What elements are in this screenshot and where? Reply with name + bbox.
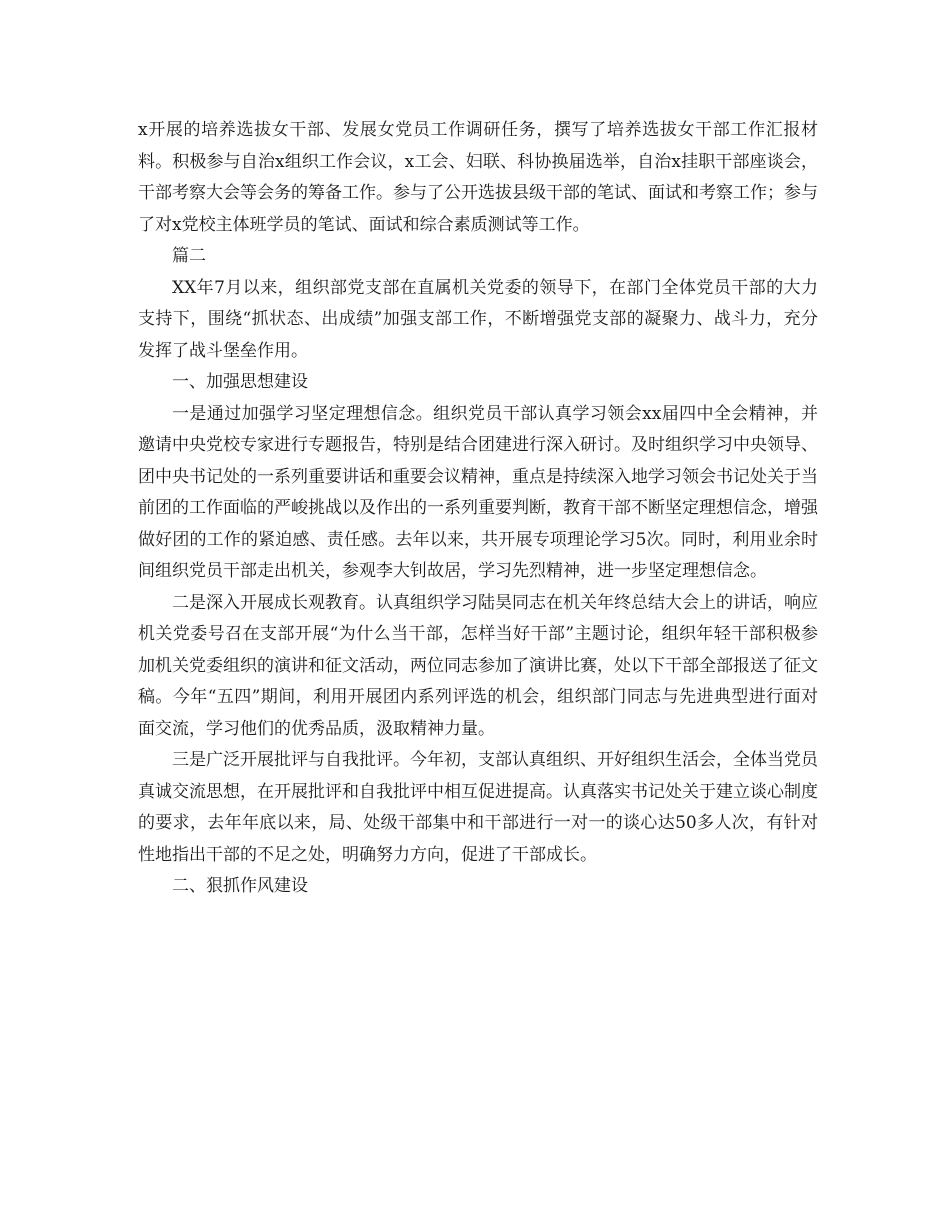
section-label-part-two: 篇二 xyxy=(172,246,206,266)
paragraph-continued: x开展的培养选拔女干部、发展女党员工作调研任务，撰写了培养选拔女干部工作汇报材料。积极参与自治x组织工作会议，x工会、妇联、科协换届选举，自治x挂职干部座谈会，干部考察大会等会务的筹备工作。参与了公开选拔县级干部的笔试、面试和考察工作；参与了对x党校主体班学员的笔试、面试和综合素质测试等工作。 xyxy=(138,120,818,235)
paragraph-study: 一是通过加强学习坚定理想信念。组织党员干部认真学习领会xx届四中全会精神，并邀请中央党校专家进行专题报告，特别是结合团建进行深入研讨。及时组织学习中央领导、团中央书记处的一系列重要讲话和重要会议精神，重点是持续深入地学习领会书记处关于当前团的工作面临的严峻挑战以及作出的一系列重要判断，教育干部不断坚定理想信念，增强做好团的工作的紧迫感、责任感。去年以来，共开展专项理论学习5次。同时，利用业余时间组织党员干部走出机关，参观李大钊故居，学习先烈精神，进一步坚定理想信念。 xyxy=(138,403,818,581)
heading-work-style: 二、狠抓作风建设 xyxy=(172,876,308,896)
paragraph-criticism: 三是广泛开展批评与自我批评。今年初，支部认真组织、开好组织生活会，全体当党员真诚交流思想，在开展批评和自我批评中相互促进提高。认真落实书记处关于建立谈心制度的要求，去年年底以来，局、处级干部集中和干部进行一对一的谈心达50多人次，有针对性地指出干部的不足之处，明确努力方向，促进了干部成长。 xyxy=(138,750,818,865)
paragraph-growth-education: 二是深入开展成长观教育。认真组织学习陆昊同志在机关年终总结大会上的讲话，响应机关党委号召在支部开展“为什么当干部，怎样当好干部”主题讨论，组织年轻干部积极参加机关党委组织的演讲和征文活动，两位同志参加了演讲比赛，处以下干部全部报送了征文稿。今年“五四”期间，利用开展团内系列评选的机会，组织部门同志与先进典型进行面对面交流，学习他们的优秀品质，汲取精神力量。 xyxy=(138,592,818,739)
document-body xyxy=(138,115,818,903)
paragraph-intro: XX年7月以来，组织部党支部在直属机关党委的领导下，在部门全体党员干部的大力支持下，围绕“抓状态、出成绩”加强支部工作，不断增强党支部的凝聚力、战斗力，充分发挥了战斗堡垒作用。 xyxy=(138,277,818,361)
heading-ideological-building: 一、加强思想建设 xyxy=(172,372,308,392)
